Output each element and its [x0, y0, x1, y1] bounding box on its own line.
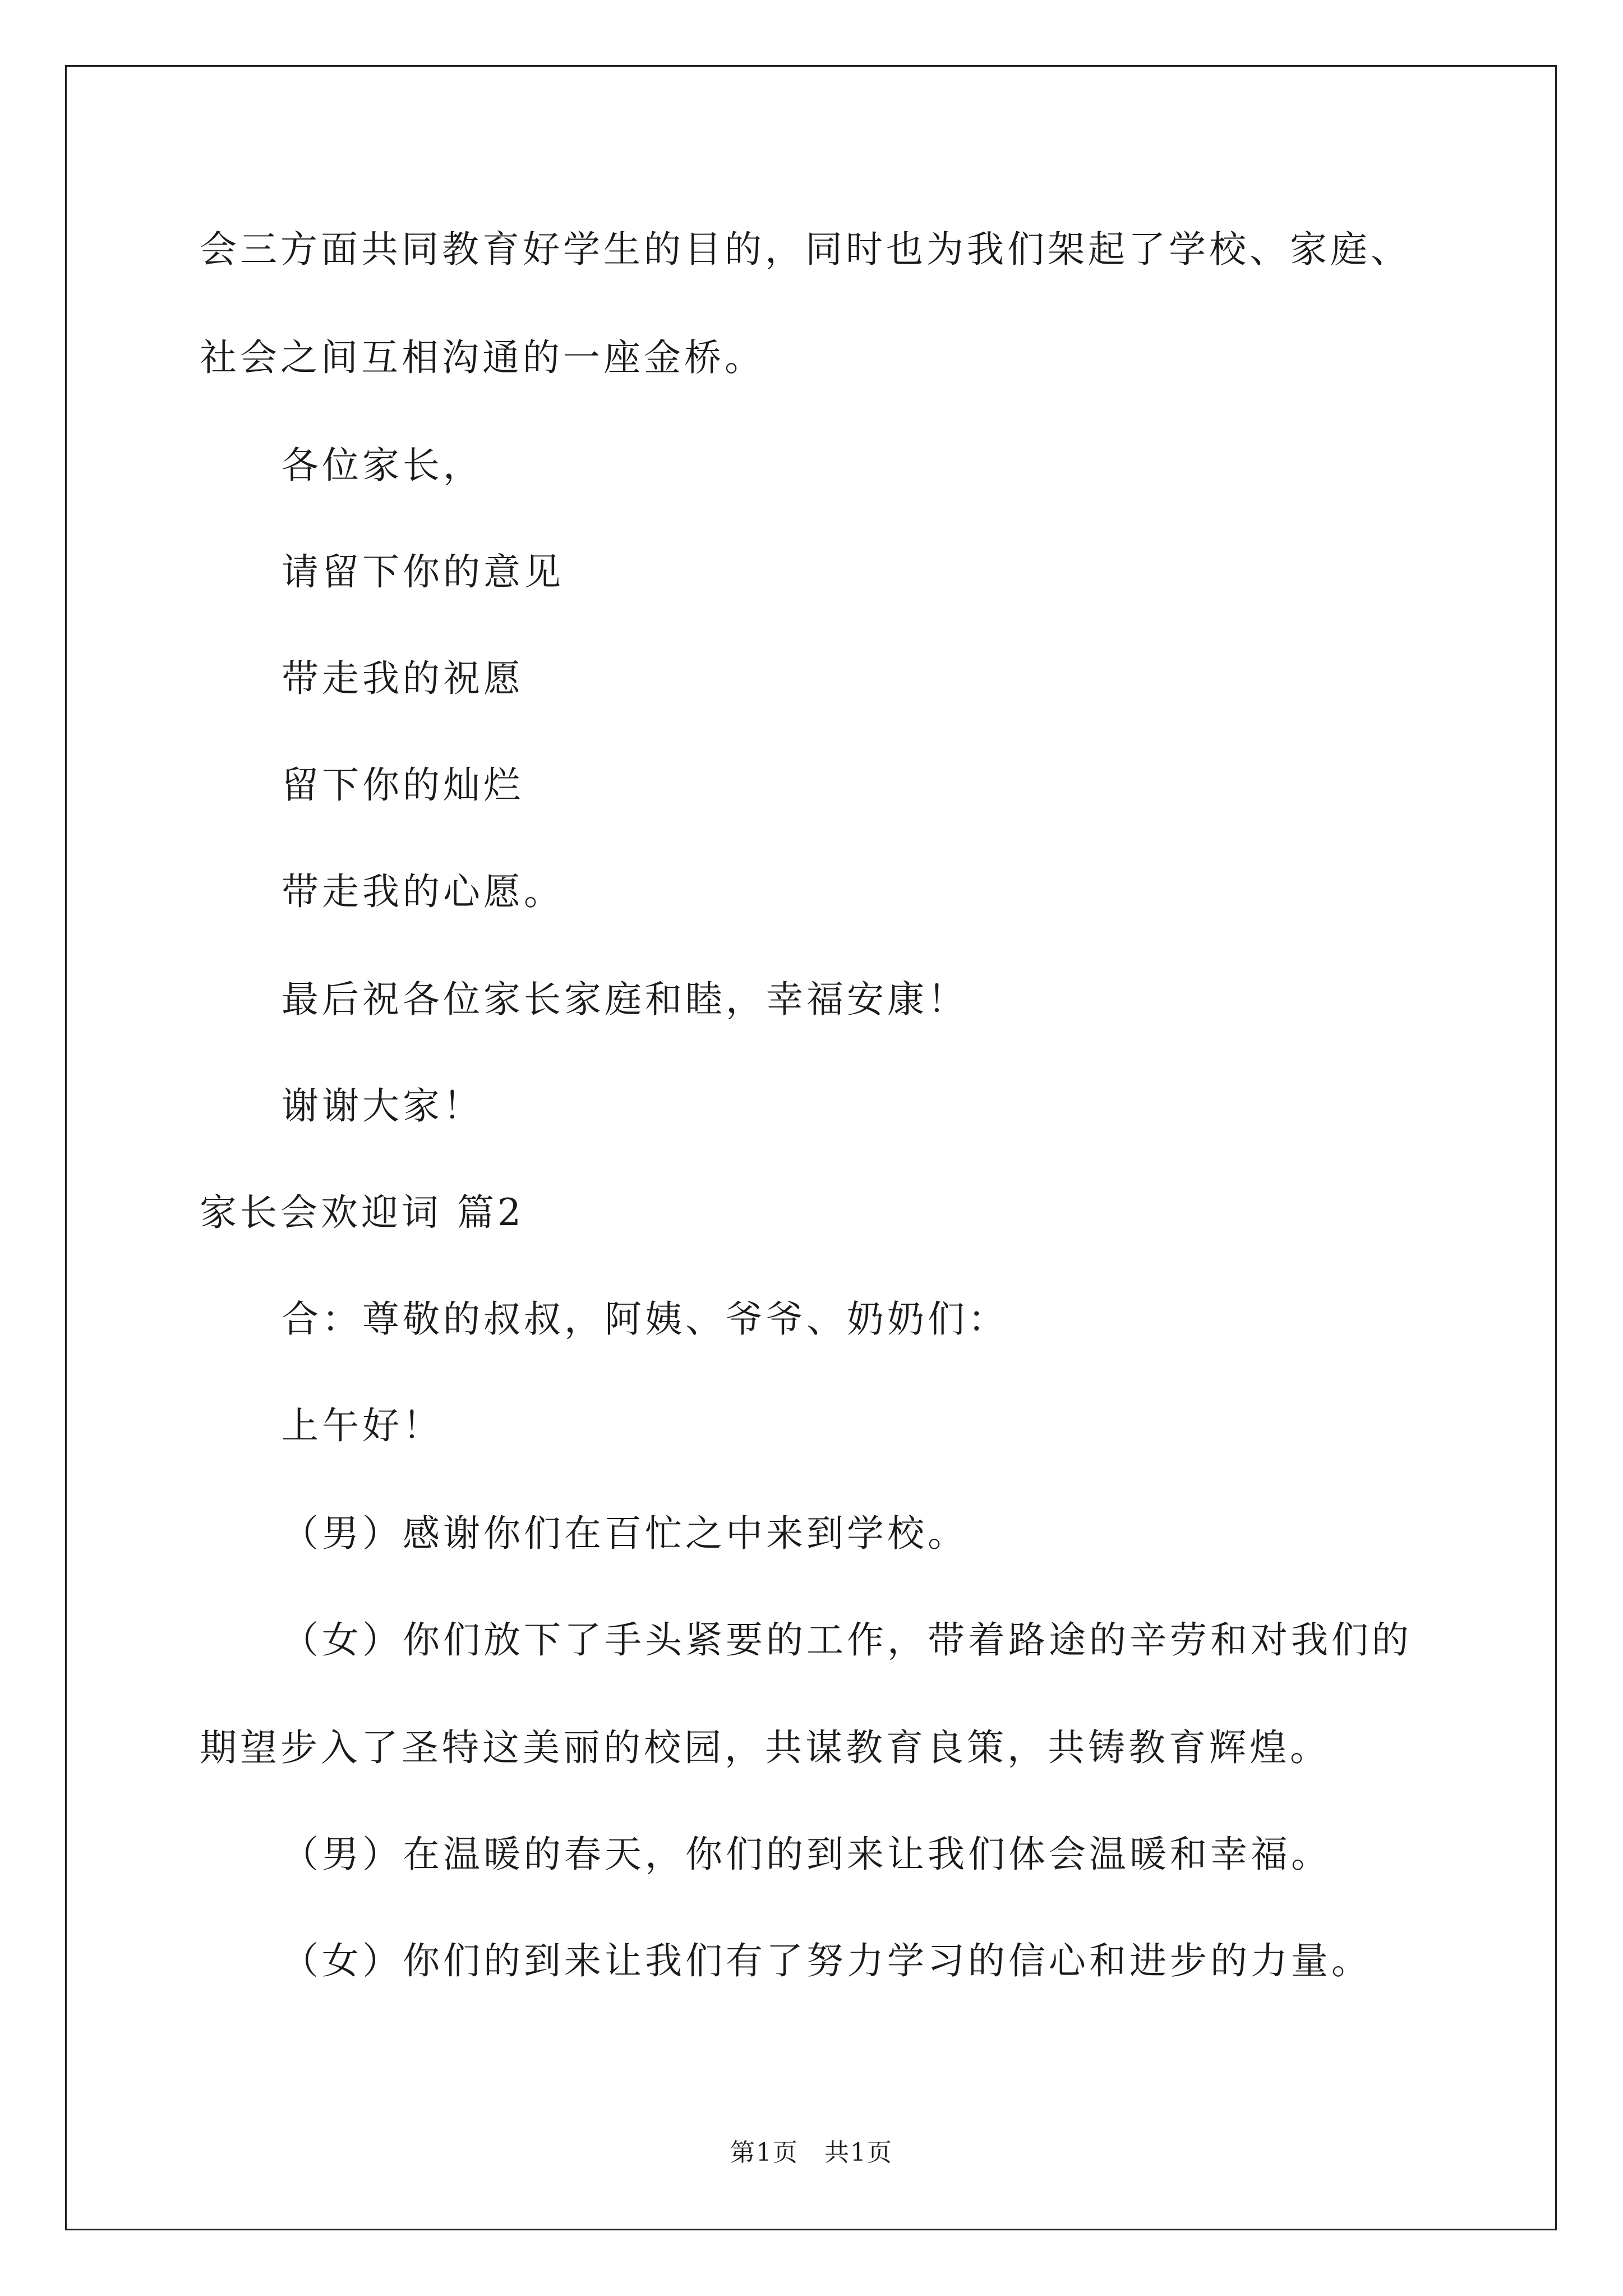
paragraph-line: 各位家长，: [282, 444, 483, 487]
page-number: 第1页 共1页: [730, 2138, 893, 2167]
section-heading: 家长会欢迎词 篇2: [200, 1191, 524, 1234]
paragraph-line: 会三方面共同教育好学生的目的，同时也为我们架起了学校、家庭、: [200, 228, 1411, 271]
paragraph-line: 谢谢大家！: [282, 1084, 483, 1128]
page-border: [65, 65, 1557, 2230]
paragraph-line: 社会之间互相沟通的一座金桥。: [200, 336, 765, 379]
paragraph-line: 上午好！: [282, 1404, 443, 1447]
paragraph-line: （男）感谢你们在百忙之中来到学校。: [282, 1512, 968, 1555]
paragraph-line: 带走我的心愿。: [282, 870, 564, 913]
paragraph-line: （女）你们放下了手头紧要的工作，带着路途的辛劳和对我们的: [282, 1618, 1412, 1662]
paragraph-line: 期望步入了圣特这美丽的校园，共谋教育良策，共铸教育辉煌。: [200, 1726, 1330, 1769]
paragraph-line: （男）在温暖的春天，你们的到来让我们体会温暖和幸福。: [282, 1833, 1331, 1876]
paragraph-line: 留下你的灿烂: [282, 763, 524, 807]
paragraph-line: （女）你们的到来让我们有了努力学习的信心和进步的力量。: [282, 1939, 1372, 1982]
paragraph-line: 请留下你的意见: [282, 550, 564, 593]
paragraph-line: 合：尊敬的叔叔，阿姨、爷爷、奶奶们：: [282, 1297, 1008, 1341]
paragraph-line: 带走我的祝愿: [282, 657, 524, 700]
paragraph-line: 最后祝各位家长家庭和睦，幸福安康！: [282, 978, 968, 1021]
